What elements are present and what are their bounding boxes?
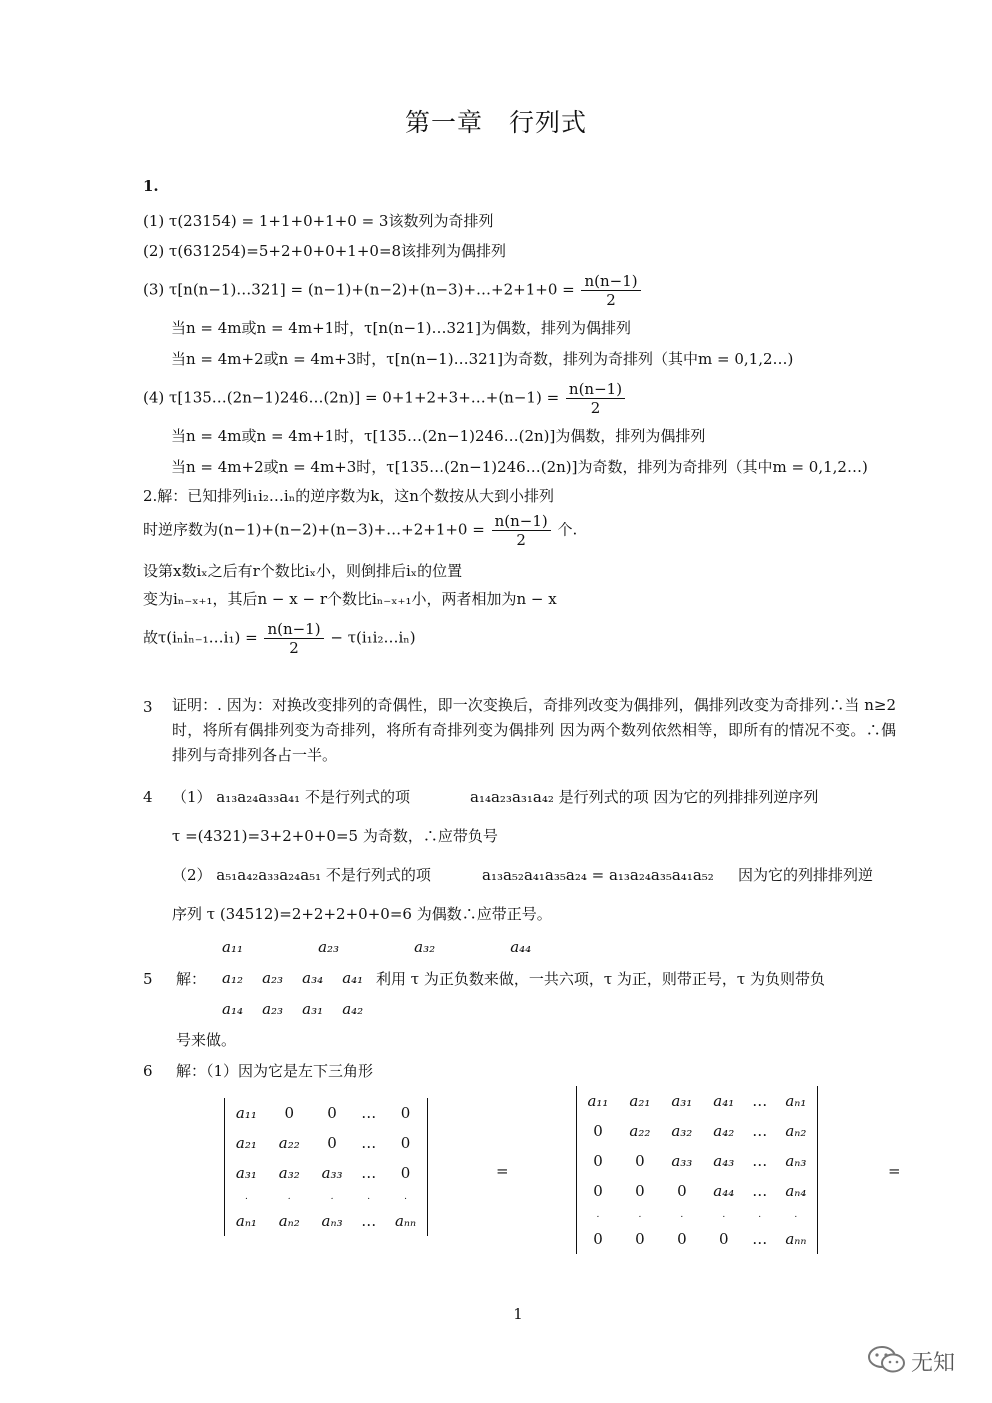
q3-text: 证明：. 因为：对换改变排列的奇偶性，即一次变换后，奇排列改变为偶排列，偶排列改变为奇排列∴当 n≥2 时，将所有偶排列变为奇排列，将所有奇排列变为偶排列 因为两个数列依然相等，即所有的情况不变。∴偶排列与奇排列各占一半。 bbox=[172, 696, 896, 764]
q1-label: 1. bbox=[143, 177, 159, 195]
q1-line-3-fraction bbox=[581, 272, 640, 309]
term: a₁₁ bbox=[222, 938, 243, 956]
q1-line-3 bbox=[143, 272, 643, 309]
term: a₁₂ bbox=[222, 969, 243, 987]
matrix-cell: 0 bbox=[593, 1122, 603, 1140]
fraction-numerator: n(n−1) bbox=[566, 380, 625, 399]
matrix-cell: … bbox=[752, 1152, 768, 1170]
matrix-cell: aₙₙ bbox=[394, 1212, 417, 1230]
q2-line-5 bbox=[143, 620, 416, 657]
q2-line-1: 2.解：已知排列i₁i₂…iₙ的逆序数为k，这n个数按从大到小排列 bbox=[143, 487, 554, 505]
equals-sign-2: = bbox=[888, 1162, 901, 1180]
q5-terms-row-3 bbox=[222, 1000, 363, 1018]
matrix-cell: 0 bbox=[593, 1230, 603, 1248]
q1-line-3-lhs: (3) τ[n(n−1)…321] = (n−1)+(n−2)+(n−3)+…+2+1+0 = bbox=[143, 280, 575, 299]
q2-line-5-lhs: 故τ(iₙiₙ₋₁…i₁) = bbox=[143, 628, 258, 647]
matrix-cell: . bbox=[330, 1191, 334, 1202]
matrix-lower-triangular bbox=[224, 1098, 428, 1236]
term: a₂₃ bbox=[262, 969, 284, 987]
matrix-cell: . bbox=[367, 1191, 371, 1202]
q4-part1-a: （1） a₁₃a₂₄a₃₃a₄₁ 不是行列式的项 bbox=[172, 788, 410, 806]
q5-terms-row-2 bbox=[222, 969, 363, 987]
matrix-cell: . bbox=[638, 1209, 642, 1220]
matrix-cell: a₂₂ bbox=[629, 1122, 651, 1140]
q1-line-4a: 当n = 4m或n = 4m+1时，τ[135…(2n−1)246…(2n)]为偶数，排列为偶排列 bbox=[171, 427, 706, 445]
matrix-cell: 0 bbox=[593, 1182, 603, 1200]
matrix-cell: a₄₃ bbox=[713, 1152, 735, 1170]
term: a₄₂ bbox=[342, 1000, 364, 1018]
matrix-transposed bbox=[576, 1086, 818, 1254]
matrix-cell: … bbox=[361, 1212, 377, 1230]
q2-line-2-rhs: 个. bbox=[557, 520, 578, 539]
matrix-cell: 0 bbox=[635, 1152, 645, 1170]
q1-line-4-lhs: (4) τ[135…(2n−1)246…(2n)] = 0+1+2+3+…+(n−1) = bbox=[143, 388, 560, 407]
term: a₄₁ bbox=[342, 969, 364, 987]
q1-line-3a: 当n = 4m或n = 4m+1时，τ[n(n−1)…321]为偶数，排列为偶排列 bbox=[171, 319, 631, 337]
matrix-cell: a₄₂ bbox=[713, 1122, 735, 1140]
matrix-cell: 0 bbox=[284, 1104, 295, 1122]
matrix-cell: . bbox=[404, 1191, 407, 1202]
term: a₂₃ bbox=[262, 1000, 284, 1018]
q5-terms-row-1 bbox=[222, 938, 531, 956]
term: a₃₂ bbox=[414, 938, 436, 956]
q2-line-3: 设第x数iₓ之后有r个数比iₓ小，则倒排后iₓ的位置 bbox=[143, 562, 463, 580]
matrix-cell: a₁₁ bbox=[587, 1092, 609, 1110]
matrix-cell: . bbox=[794, 1209, 798, 1220]
matrix-cell: a₃₁ bbox=[671, 1092, 693, 1110]
fraction-numerator: n(n−1) bbox=[581, 272, 640, 291]
matrix-cell: … bbox=[752, 1122, 768, 1140]
matrix-cell: . bbox=[680, 1209, 684, 1220]
q4-number: 4 bbox=[143, 788, 153, 806]
matrix-cell: aₙ₁ bbox=[785, 1092, 807, 1110]
matrix-cell: a₃₃ bbox=[671, 1152, 693, 1170]
matrix-cell: 0 bbox=[719, 1230, 729, 1248]
matrix-cell: 0 bbox=[400, 1104, 411, 1122]
q4-part2-b: a₁₃a₅₂a₄₁a₃₅a₂₄ = a₁₃a₂₄a₃₅a₄₁a₅₂ bbox=[482, 866, 714, 884]
q6-number: 6 bbox=[143, 1062, 153, 1080]
matrix-cell: 0 bbox=[593, 1152, 603, 1170]
matrix-cell: aₙ₃ bbox=[321, 1212, 343, 1230]
matrix-cell: aₙ₂ bbox=[278, 1212, 300, 1230]
matrix-cell: … bbox=[361, 1164, 377, 1182]
q5-number: 5 bbox=[143, 970, 153, 988]
matrix-cell: 0 bbox=[400, 1134, 411, 1152]
matrix-cell: a₃₂ bbox=[671, 1122, 693, 1140]
matrix-cell: a₃₁ bbox=[235, 1164, 257, 1182]
matrix-cell: a₂₂ bbox=[278, 1134, 300, 1152]
matrix-cell: . bbox=[722, 1209, 726, 1220]
term: a₃₄ bbox=[302, 969, 324, 987]
matrix-cell: . bbox=[758, 1209, 762, 1220]
term: a₃₁ bbox=[302, 1000, 324, 1018]
page-title: 第一章 行列式 bbox=[404, 108, 587, 137]
q1-line-1: (1) τ(23154) = 1+1+0+1+0 = 3该数列为奇排列 bbox=[143, 212, 494, 230]
term: a₂₃ bbox=[318, 938, 340, 956]
matrix-cell: aₙ₁ bbox=[235, 1212, 257, 1230]
matrix-cell: 0 bbox=[635, 1182, 645, 1200]
matrix-cell: a₁₁ bbox=[235, 1104, 257, 1122]
wechat-logo-icon bbox=[867, 1344, 907, 1380]
fraction-denominator: 2 bbox=[606, 291, 616, 309]
fraction-denominator: 2 bbox=[516, 531, 526, 549]
q4-part1-b: a₁₄a₂₃a₃₁a₄₂ 是行列式的项 因为它的列排排列逆序列 bbox=[470, 788, 819, 806]
matrix-cell: 0 bbox=[327, 1134, 337, 1152]
q3-number: 3 bbox=[143, 698, 153, 716]
matrix-cell: . bbox=[287, 1191, 291, 1202]
fraction-numerator: n(n−1) bbox=[264, 620, 323, 639]
fraction-denominator: 2 bbox=[289, 639, 299, 657]
q2-line-2-lhs: 时逆序数为(n−1)+(n−2)+(n−3)+…+2+1+0 = bbox=[143, 520, 485, 539]
term: a₁₄ bbox=[222, 1000, 243, 1018]
equals-sign: = bbox=[496, 1162, 509, 1180]
page-number: 1 bbox=[513, 1305, 523, 1323]
q2-line-5-fraction bbox=[264, 620, 323, 657]
fraction-numerator: n(n−1) bbox=[492, 512, 551, 531]
matrix-cell: a₂₁ bbox=[629, 1092, 651, 1110]
matrix-cell: aₙₙ bbox=[785, 1230, 807, 1248]
q4-part2-c: 因为它的列排排列逆 bbox=[738, 866, 874, 884]
matrix-cell: … bbox=[361, 1104, 377, 1122]
matrix-cell: aₙ₃ bbox=[785, 1152, 807, 1170]
matrix-cell: a₄₄ bbox=[713, 1182, 735, 1200]
matrix-cell: a₃₂ bbox=[278, 1164, 300, 1182]
q6-text: 解：（1）因为它是左下三角形 bbox=[176, 1062, 374, 1080]
matrix-cell: 0 bbox=[635, 1230, 645, 1248]
q1-line-2: (2) τ(631254)=5+2+0+0+1+0=8该排列为偶排列 bbox=[143, 242, 507, 260]
q1-line-3b: 当n = 4m+2或n = 4m+3时，τ[n(n−1)…321]为奇数，排列为奇排列（其中m = 0,1,2…) bbox=[171, 350, 794, 368]
q4-part2-a: （2） a₅₁a₄₂a₃₃a₂₄a₅₁ 不是行列式的项 bbox=[172, 866, 431, 884]
q2-line-2 bbox=[143, 512, 577, 549]
q1-line-4-fraction bbox=[566, 380, 625, 417]
matrix-cell: … bbox=[752, 1092, 768, 1110]
matrix-cell: … bbox=[752, 1182, 768, 1200]
q5-label: 解： bbox=[176, 970, 207, 988]
q4-part2-d: 序列 τ (34512)=2+2+2+0+0=6 为偶数∴应带正号。 bbox=[172, 905, 552, 923]
q5-text-2: 号来做。 bbox=[176, 1031, 237, 1049]
matrix-cell: aₙ₂ bbox=[785, 1122, 807, 1140]
fraction-denominator: 2 bbox=[590, 399, 601, 417]
matrix-cell: . bbox=[244, 1191, 248, 1202]
term: a₄₄ bbox=[510, 938, 532, 956]
matrix-cell: aₙ₄ bbox=[785, 1182, 807, 1200]
q2-line-2-fraction bbox=[492, 512, 551, 549]
matrix-cell: 0 bbox=[677, 1230, 687, 1248]
matrix-cell: … bbox=[361, 1134, 377, 1152]
matrix-cell: 0 bbox=[677, 1182, 687, 1200]
q1-line-4b: 当n = 4m+2或n = 4m+3时，τ[135…(2n−1)246…(2n)]为奇数，排列为奇排列（其中m = 0,1,2…) bbox=[171, 458, 868, 476]
q5-text: 利用 τ 为正负数来做，一共六项，τ 为正，则带正号，τ 为负则带负 bbox=[376, 970, 825, 988]
matrix-cell: . bbox=[596, 1209, 600, 1220]
matrix-cell: … bbox=[752, 1230, 768, 1248]
watermark-text: 无知 bbox=[911, 1351, 956, 1376]
q4-part1-c: τ =(4321)=3+2+0+0=5 为奇数，∴应带负号 bbox=[172, 827, 498, 845]
q2-line-5-rhs: − τ(i₁i₂…iₙ) bbox=[330, 628, 416, 647]
matrix-cell: a₂₁ bbox=[235, 1134, 257, 1152]
matrix-cell: a₄₁ bbox=[713, 1092, 735, 1110]
matrix-cell: 0 bbox=[400, 1164, 411, 1182]
q1-line-4 bbox=[143, 380, 627, 417]
matrix-cell: 0 bbox=[327, 1104, 337, 1122]
matrix-cell: a₃₃ bbox=[321, 1164, 343, 1182]
q2-line-4: 变为iₙ₋ₓ₊₁，其后n − x − r个数比iₙ₋ₓ₊₁小，两者相加为n − x bbox=[143, 590, 557, 608]
